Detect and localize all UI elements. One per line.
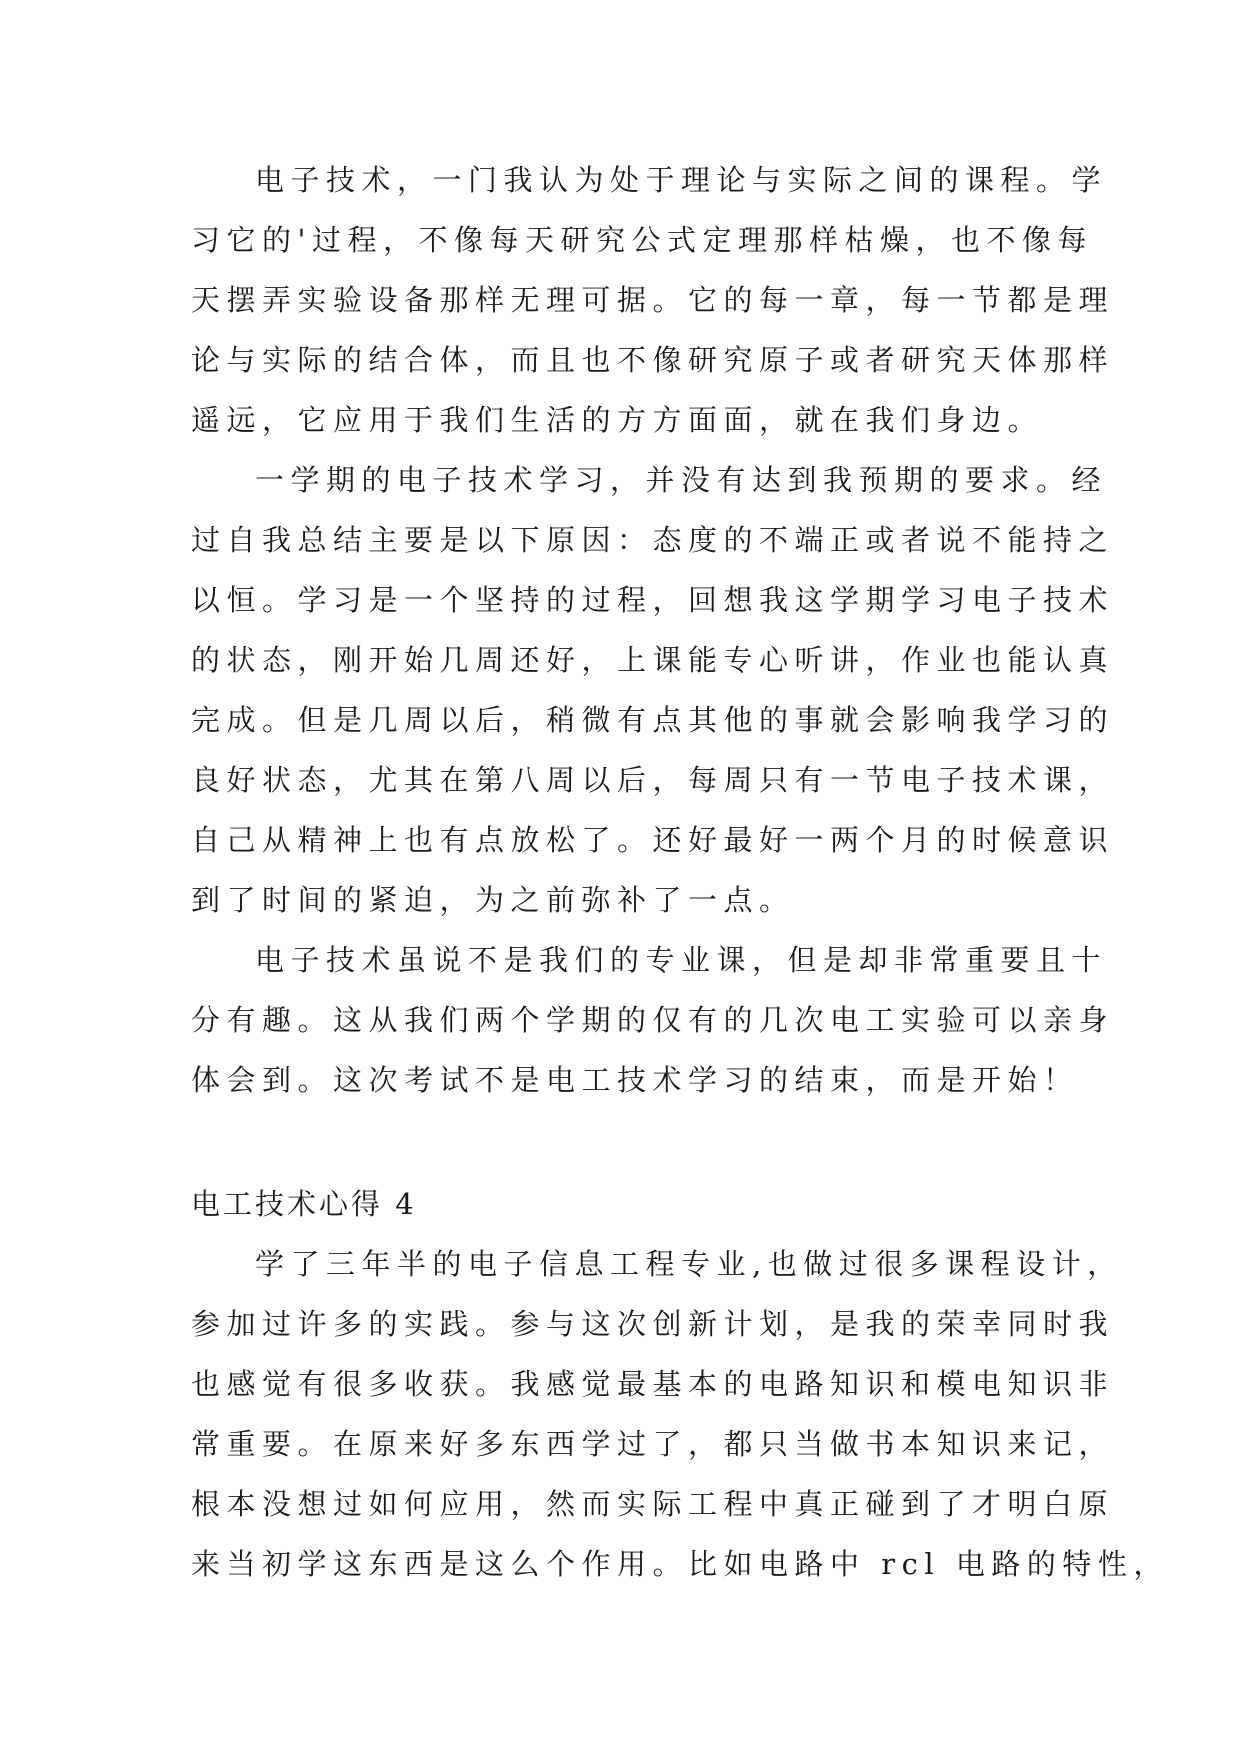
text-line: 参加过许多的实践。参与这次创新计划，是我的荣幸同时我 (191, 1307, 1115, 1341)
section-gap (191, 1110, 1061, 1174)
text-line: 分有趣。这从我们两个学期的仅有的几次电工实验可以亲身 (191, 1003, 1115, 1037)
text-line: 一学期的电子技术学习，并没有达到我预期的要求。经 (255, 463, 1108, 497)
section-heading: 电工技术心得 4 (191, 1187, 417, 1221)
text-line: 天摆弄实验设备那样无理可据。它的每一章，每一节都是理 (191, 283, 1115, 317)
document-body (191, 150, 1169, 1594)
text-line: 习它的'过程，不像每天研究公式定理那样枯燥，也不像每 (191, 223, 1093, 257)
text-line: 电子技术，一门我认为处于理论与实际之间的课程。学 (255, 163, 1108, 197)
text-line: 自己从精神上也有点放松了。还好最好一两个月的时候意识 (191, 823, 1115, 857)
text-line: 遥远，它应用于我们生活的方方面面，就在我们身边。 (191, 403, 1044, 437)
paragraph (191, 150, 1115, 450)
text-line: 电子技术虽说不是我们的专业课，但是却非常重要且十 (255, 943, 1108, 977)
text-line: 体会到。这次考试不是电工技术学习的结束，而是开始！ (191, 1063, 1079, 1097)
text-line: 来当初学这东西是这么个作用。比如电路中 rcl 电路的特性， (191, 1547, 1169, 1581)
text-line: 学了三年半的电子信息工程专业,也做过很多课程设计， (255, 1247, 1123, 1281)
text-line: 常重要。在原来好多东西学过了，都只当做书本知识来记， (191, 1427, 1115, 1461)
text-line: 论与实际的结合体，而且也不像研究原子或者研究天体那样 (191, 343, 1115, 377)
text-line: 以恒。学习是一个坚持的过程，回想我这学期学习电子技术 (191, 583, 1115, 617)
text-line: 良好状态，尤其在第八周以后，每周只有一节电子技术课， (191, 763, 1115, 797)
text-line: 的状态，刚开始几周还好，上课能专心听讲，作业也能认真 (191, 643, 1115, 677)
text-line: 完成。但是几周以后，稍微有点其他的事就会影响我学习的 (191, 703, 1115, 737)
paragraph (191, 930, 1115, 1110)
text-line: 根本没想过如何应用，然而实际工程中真正碰到了才明白原 (191, 1487, 1115, 1521)
paragraph (191, 450, 1115, 930)
text-line: 过自我总结主要是以下原因：态度的不端正或者说不能持之 (191, 523, 1115, 557)
text-line: 到了时间的紧迫，为之前弥补了一点。 (191, 883, 795, 917)
text-line: 也感觉有很多收获。我感觉最基本的电路知识和模电知识非 (191, 1367, 1115, 1401)
paragraph (191, 1234, 1169, 1594)
